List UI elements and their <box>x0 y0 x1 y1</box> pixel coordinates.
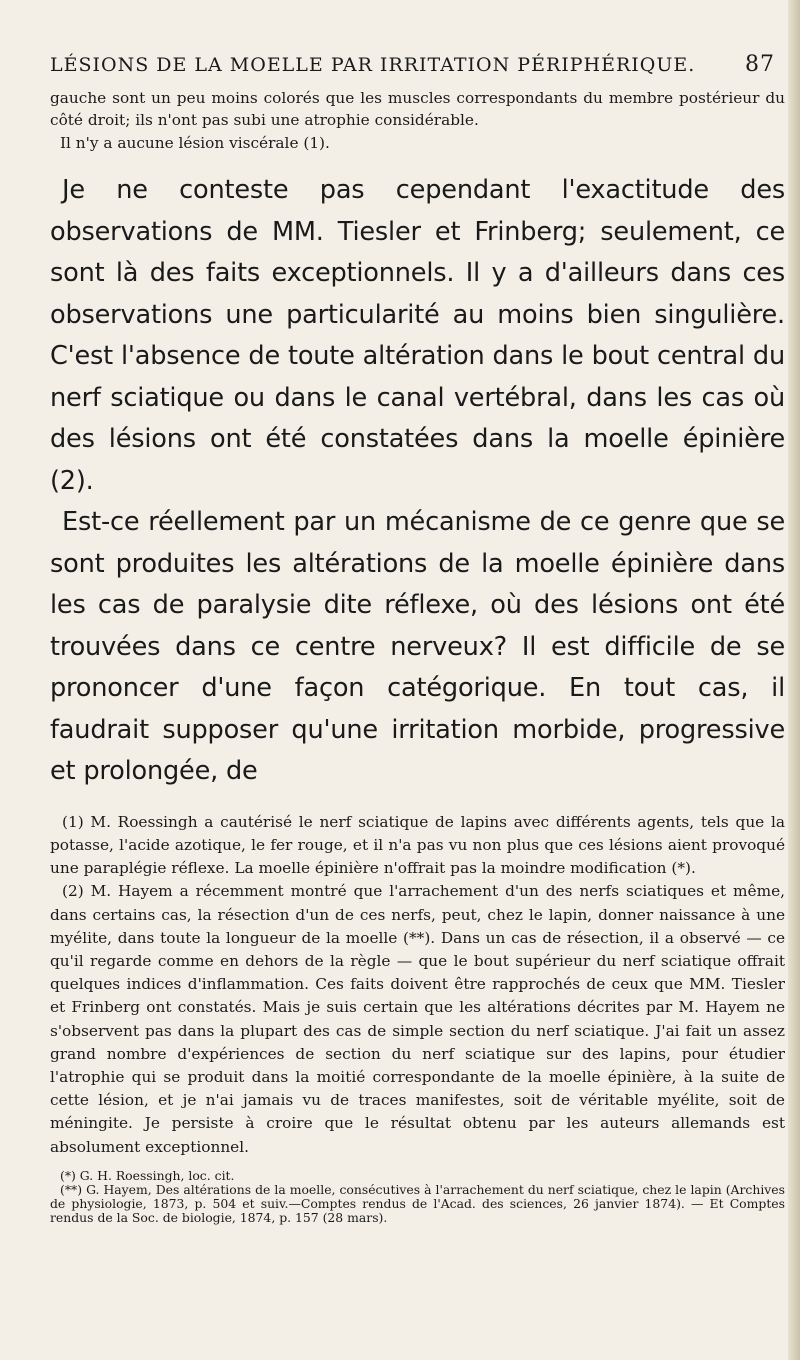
page-edge <box>788 0 800 1360</box>
page-number: 87 <box>745 52 775 77</box>
footnotes <box>50 811 785 1159</box>
references <box>50 1169 785 1226</box>
running-header <box>50 52 785 77</box>
footnote-1: (1) M. Roessingh a cautérisé le nerf sciatique de lapins avec différents agents, tels que la potasse, l'acide azotique, le fer rouge, et il n'a pas vu non plus que ces lésions aient provoqué une paraplégie réflexe. La moelle épinière n'offrait pas la moindre modification (*). <box>50 812 785 878</box>
body-paragraph: Je ne conteste pas cependant l'exactitude des observations de MM. Tiesler et Frinberg; seulement, ce sont là des faits exceptionnels. Il y a d'ailleurs dans ces observations une particularité au moins bien singulière. C'est l'absence de toute altération dans le bout central du nerf sciatique ou dans le canal vertébral, dans les cas où des lésions ont été constatées dans la moelle épinière (2). <box>50 175 785 496</box>
main-text <box>50 170 785 793</box>
book-page <box>50 52 785 1226</box>
reference-2: (**) G. Hayem, Des altérations de la moelle, consécutives à l'arrachement du nerf sciatique, chez le lapin (Archives de physiologie, 1873, p. 504 et suiv.—Comptes rendus de l'Acad. des sciences, 26 janvier 1874). — Et Comptes rendus de la Soc. de biologie, 1874, p. 157 (28 mars). <box>50 1181 785 1226</box>
footnote-2: (2) M. Hayem a récemment montré que l'arrachement d'un des nerfs sciatiques et même, dans certains cas, la résection d'un de ces nerfs, peut, chez le lapin, donner naissance à une myélite, dans toute la longueur de la moelle (**). Dans un cas de résection, il a observé — ce qu'il regarde comme en dehors de la règle — que le bout supérieur du nerf sciatique offrait quelques indices d'inflammation. Ces faits doivent être rapprochés de ceux que MM. Tiesler et Frinberg ont constatés. Mais je suis certain que les altérations décrites par M. Hayem ne s'observent pas dans la plupart des cas de simple section du nerf sciatique. J'ai fait un assez grand nombre d'expériences de section du nerf sciatique sur des lapins, pour étudier l'atrophie qui se produit dans la moitié correspondante de la moelle épinière, à la suite de cette lésion, et je n'ai jamais vu de traces manifestes, soit de véritable myélite, soit de méningite. Je persiste à croire que le résultat obtenu par les auteurs allemands est absolument exceptionnel. <box>50 882 785 1156</box>
reference-1: (*) G. H. Roessingh, loc. cit. <box>60 1167 235 1183</box>
intro-paragraph: Il n'y a aucune lésion viscérale (1). <box>60 133 330 152</box>
running-title: LÉSIONS DE LA MOELLE PAR IRRITATION PÉRIPHÉRIQUE. <box>50 54 696 76</box>
intro-paragraphs <box>50 87 785 154</box>
intro-paragraph: gauche sont un peu moins colorés que les muscles correspondants du membre postérieur du côté droit; ils n'ont pas subi une atrophie considérable. <box>50 89 785 130</box>
body-paragraph: Est-ce réellement par un mécanisme de ce genre que se sont produites les altérations de la moelle épinière dans les cas de paralysie dite réflexe, où des lésions ont été trouvées dans ce centre nerveux? Il est difficile de se prononcer d'une façon catégorique. En tout cas, il faudrait supposer qu'une irritation morbide, progressive et prolongée, de <box>50 507 785 787</box>
